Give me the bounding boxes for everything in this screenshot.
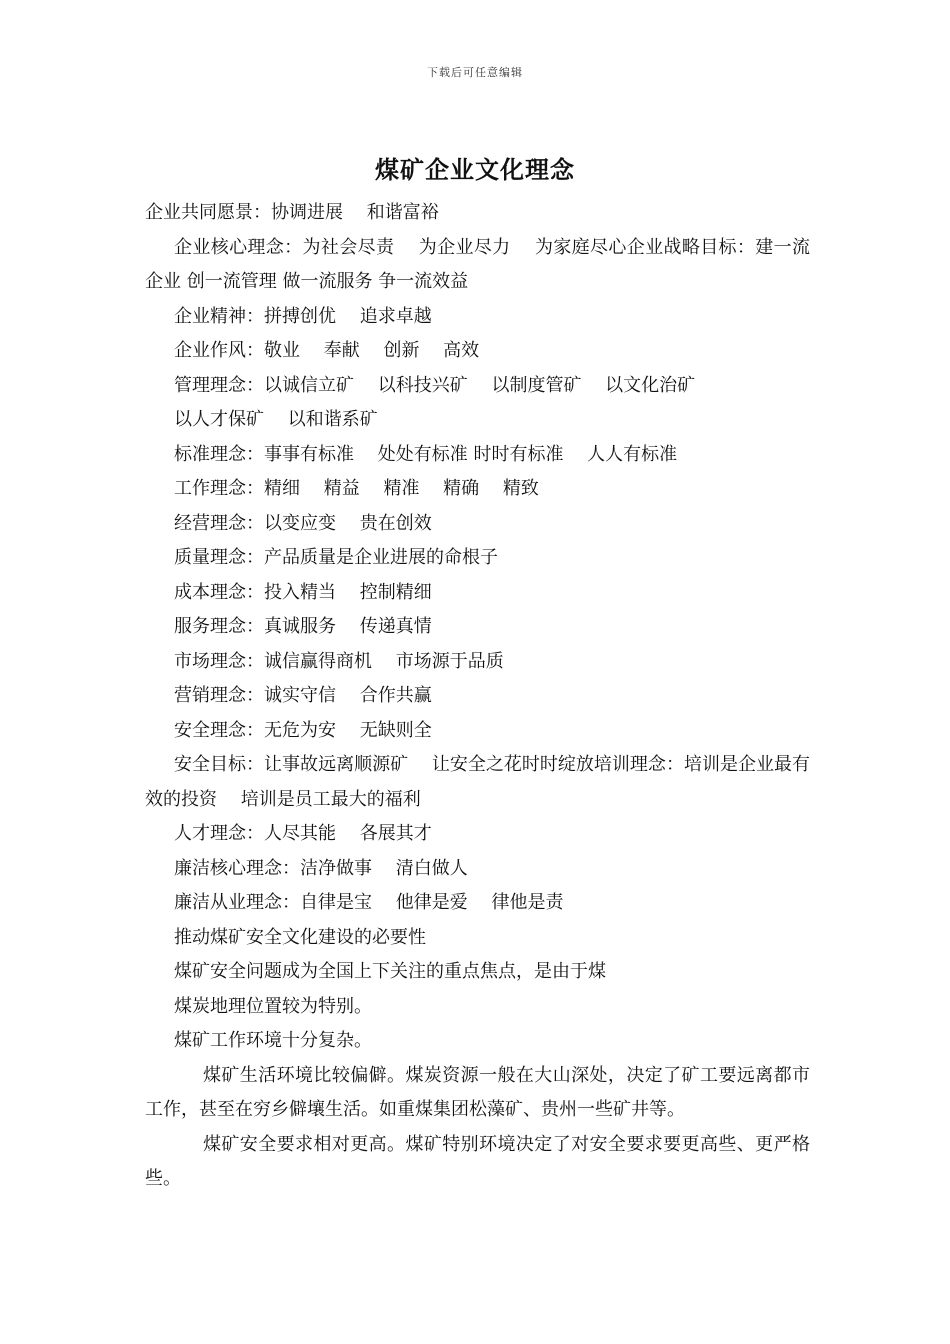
paragraph-focus: 煤矿安全问题成为全国上下关注的重点焦点，是由于煤 [174,961,606,982]
paragraph-cost: 成本理念：投入精当 控制精细 [174,581,432,603]
paragraph-service: 服务理念：真诚服务 传递真情 [174,616,432,637]
paragraph-living: 煤矿生活环境比较偏僻。煤炭资源一般在大山深处，决定了矿工要远离都市工作，甚至在穷乡僻壤生活。如重煤集团松藻矿、贵州一些矿井等。 [145,1064,810,1120]
paragraph-integrity-practice: 廉洁从业理念：自律是宝 他律是爱 律他是责 [174,892,564,913]
paragraph-safety: 安全理念：无危为安 无缺则全 [174,719,432,741]
document-title: 煤矿企业文化理念 [375,155,575,184]
paragraph-market: 市场理念：诚信赢得商机 市场源于品质 [174,650,504,672]
page-header-note: 下载后可任意编辑 [427,66,523,79]
paragraph-section-heading: 推动煤矿安全文化建设的必要性 [174,926,426,948]
paragraph-core-concept: 企业核心理念：为社会尽责 为企业尽力 为家庭尽心企业战略目标：建一流企业 创一流管理 做一流服务 争一流效益 [145,236,810,292]
paragraph-management: 管理理念：以诚信立矿 以科技兴矿 以制度管矿 以文化治矿 [174,374,696,396]
document-body [145,196,810,1197]
paragraph-spirit: 企业精神：拼搏创优 追求卓越 [174,305,432,327]
paragraph-requirements: 煤矿安全要求相对更高。煤矿特别环境决定了对安全要求要更高些、更严格些。 [145,1133,810,1189]
paragraph-business: 经营理念：以变应变 贵在创效 [174,512,432,534]
paragraph-management-cont: 以人才保矿 以和谐系矿 [174,409,378,430]
paragraph-work: 工作理念：精细 精益 精准 精确 精致 [174,478,539,499]
paragraph-location: 煤炭地理位置较为特别。 [174,995,372,1017]
paragraph-quality: 质量理念：产品质量是企业进展的命根子 [174,547,498,568]
paragraph-integrity-core: 廉洁核心理念：洁净做事 清白做人 [174,857,468,879]
paragraph-style: 企业作风：敬业 奉献 创新 高效 [174,340,480,361]
paragraph-marketing: 营销理念：诚实守信 合作共赢 [174,685,432,706]
paragraph-vision: 企业共同愿景：协调进展 和谐富裕 [145,202,439,223]
paragraph-standard: 标准理念：事事有标准 处处有标准 时时有标准 人人有标准 [174,443,678,465]
paragraph-talent: 人才理念：人尽其能 各展其才 [174,823,432,844]
paragraph-safety-goal: 安全目标：让事故远离顺源矿 让安全之花时时绽放培训理念：培训是企业最有效的投资 培训是员工最大的福利 [145,754,810,810]
paragraph-environment: 煤矿工作环境十分复杂。 [174,1030,372,1051]
